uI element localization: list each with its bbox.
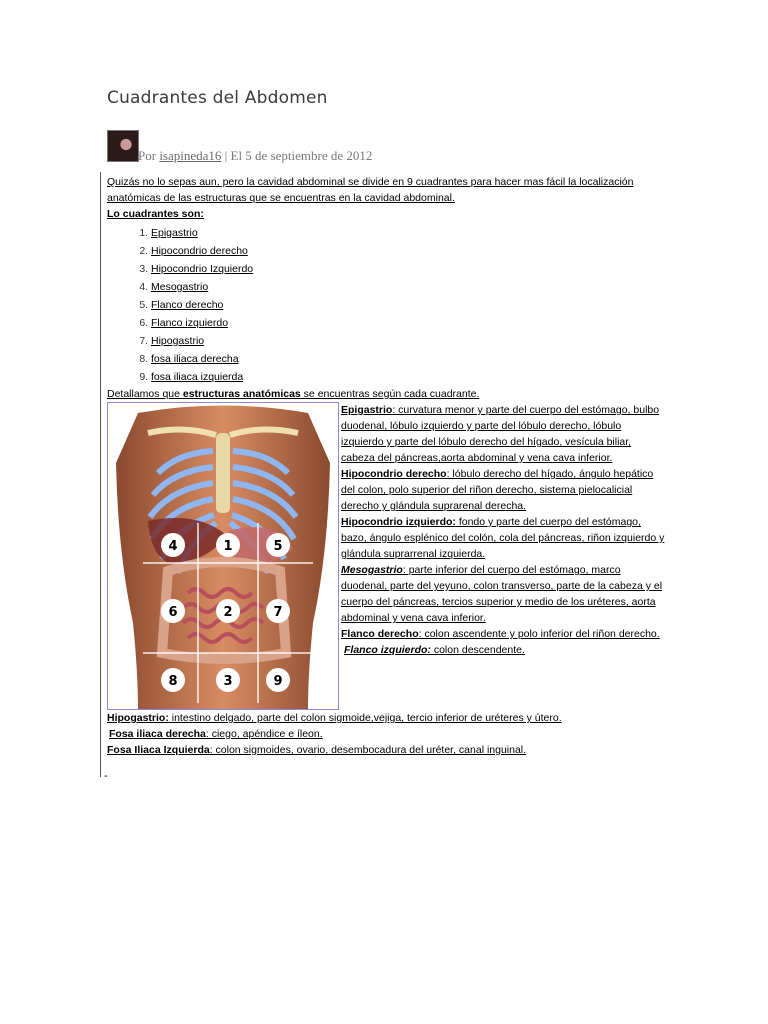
- svg-text:8: 8: [168, 674, 178, 689]
- quadrant-label-5: [266, 533, 290, 557]
- byline: [138, 148, 372, 164]
- svg-text:3: 3: [223, 674, 233, 689]
- quadrant-label-9: [266, 668, 290, 692]
- list-item: 8. fosa iliaca derecha: [151, 350, 667, 368]
- byline-prefix: Por: [138, 148, 157, 163]
- description-fosa-iliaca-izquierda: Fosa Iliaca Izquierda: colon sigmoides, ovario, desembocadura del uréter, canal inguinal.: [107, 744, 527, 756]
- description-hipocondrio-derecho: Hipocondrio derecho: lóbulo derecho del hígado, ángulo hepático del colon, polo superior del riñon derecho, sistema pielocalicial derecho y glándula suprarenal derecha.: [341, 468, 654, 512]
- svg-text:1: 1: [223, 539, 233, 554]
- list-item: 3. Hipocondrio Izquierdo: [151, 260, 667, 278]
- page-title: Cuadrantes del Abdomen: [107, 88, 328, 108]
- sternum: [216, 433, 230, 513]
- list-item: 9. fosa iliaca izquierda: [151, 368, 667, 386]
- quadrant-descriptions: [341, 402, 666, 658]
- quadrant-label-7: [266, 599, 290, 623]
- list-item: 7. Hipogastrio: [151, 332, 667, 350]
- svg-text:5: 5: [273, 539, 283, 554]
- quadrant-label-1: [216, 533, 240, 557]
- quadrant-label-3: [216, 668, 240, 692]
- author-avatar[interactable]: [107, 130, 139, 162]
- list-heading: Lo cuadrantes son:: [107, 208, 204, 220]
- quadrant-list: [107, 224, 667, 386]
- trailing-dash: -: [104, 770, 108, 782]
- svg-text:4: 4: [168, 539, 178, 554]
- left-border-line: [100, 172, 101, 777]
- quadrant-label-8: [161, 668, 185, 692]
- svg-text:7: 7: [273, 605, 283, 620]
- list-item: 1. Epigastrio: [151, 224, 667, 242]
- torso-illustration: [108, 403, 338, 709]
- intro-paragraph: Quizás no lo sepas aun, pero la cavidad abdominal se divide en 9 cuadrantes para hacer mas fácil la localización anatómicas de las estructuras que se encuentras en la cavidad abdominal.: [107, 176, 634, 204]
- remaining-descriptions: [107, 710, 667, 758]
- description-epigastrio: Epigastrio: curvatura menor y parte del cuerpo del estómago, bulbo duodenal, lóbulo izquierdo y parte del lóbulo derecho, lóbulo izquierdo y parte del lóbulo derecho del hígado, vesícula biliar, cabeza del páncreas,aorta abdominal y vena cava inferior.: [341, 404, 660, 464]
- detail-intro: Detallamos que estructuras anatómicas se encuentras según cada cuadrante.: [107, 388, 480, 400]
- list-item: 4. Mesogastrio: [151, 278, 667, 296]
- description-flanco-derecho: Flanco derecho: colon ascendente y polo inferior del riñon derecho.: [341, 628, 660, 640]
- description-flanco-izquierdo: Flanco izquierdo: colon descendente.: [344, 644, 525, 656]
- description-mesogastrio: Mesogastrio: parte inferior del cuerpo del estómago, marco duodenal, parte del yeyuno, colon transverso, parte de la cabeza y el cuerpo del páncreas, tercios superior y medio de los uréteres, aorta abdominal y vena cava inferior.: [341, 564, 663, 624]
- description-hipogastrio: Hipogastrio: intestino delgado, parte del colon sigmoide,vejiga, tercio inferior de uréteres y útero.: [107, 712, 562, 724]
- article-body: [107, 174, 667, 758]
- description-fosa-iliaca-derecha: Fosa iliaca derecha: ciego, apéndice e íleon.: [109, 728, 323, 740]
- svg-text:6: 6: [168, 605, 178, 620]
- svg-text:9: 9: [273, 674, 283, 689]
- quadrant-label-4: [161, 533, 185, 557]
- list-item: 5. Flanco derecho: [151, 296, 667, 314]
- quadrant-label-2: [216, 599, 240, 623]
- author-link[interactable]: isapineda16: [159, 148, 222, 163]
- figure-row: [107, 402, 667, 710]
- post-date: | El 5 de septiembre de 2012: [224, 148, 373, 163]
- list-item: 6. Flanco izquierdo: [151, 314, 667, 332]
- list-item: 2. Hipocondrio derecho: [151, 242, 667, 260]
- svg-text:2: 2: [223, 605, 233, 620]
- quadrant-label-6: [161, 599, 185, 623]
- abdomen-quadrants-figure: [107, 402, 339, 710]
- description-hipocondrio-izquierdo: Hipocondrio izquierdo: fondo y parte del cuerpo del estómago, bazo, ángulo esplénico del colón, cola del páncreas, riñon izquierdo y glándula suprarrenal izquierda.: [341, 516, 665, 560]
